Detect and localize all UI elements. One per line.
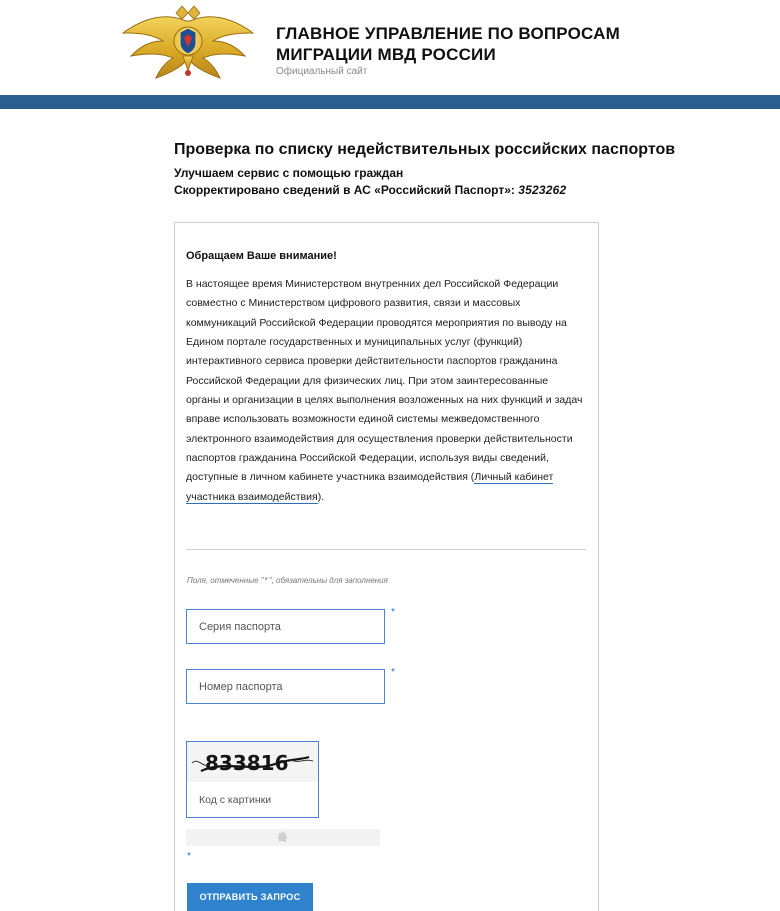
notice-text-before-link: В настоящее время Министерством внутренних дел Российской Федерации совместно с Министерством цифрового развития, связи и массовых коммуникаций Российской Федерации проводятся мероприятия по выводу на Едином портале государственных и муниципальных услуг (функций) интерактивного сервиса проверки действительности паспортов гражданина Российской Федерации для физических лиц. При этом заинтересованные органы и организации в целях выполнения возложенных на них функций и задач вправе использовать возможности единой системы межведомственного электронного взаимодействия для осуществления проверки действительности паспортов гражданина Российской Федерации, используя виды сведений, доступные в личном кабинете участника взаимодействия (: [186, 278, 583, 484]
site-header: [0, 0, 780, 95]
required-fields-note: [187, 576, 388, 585]
submit-request-button[interactable]: ОТПРАВИТЬ ЗАПРОС: [187, 883, 313, 911]
site-subtitle: Официальный сайт: [276, 66, 368, 77]
passport-number-required-mark: *: [391, 667, 395, 678]
page-title: Проверка по списку недействительных российских паспортов: [174, 140, 676, 158]
passport-series-required-mark: *: [391, 607, 395, 618]
corrected-records-line: [174, 183, 566, 197]
site-title-line-2: МИГРАЦИИ МВД РОССИИ: [276, 45, 496, 64]
recaptcha-widget[interactable]: [186, 829, 380, 846]
corrected-records-label: Скорректировано сведений в АС «Российский Паспорт»:: [174, 183, 515, 197]
participant-cabinet-link[interactable]: Личный кабинет участника взаимодействия: [186, 471, 554, 503]
recaptcha-required-mark: *: [187, 851, 191, 862]
captcha-box: [186, 741, 319, 818]
notice-text: [186, 275, 584, 507]
passport-number-input[interactable]: [186, 669, 385, 704]
notice-title: Обращаем Ваше внимание!: [186, 250, 337, 262]
corrected-records-count: 3523262: [518, 183, 567, 197]
header-blue-band: [0, 95, 780, 109]
required-note-mark: *: [264, 576, 268, 585]
passport-series-input[interactable]: [186, 609, 385, 644]
notice-text-after-link: ).: [317, 490, 325, 503]
captcha-image: [187, 742, 318, 782]
required-note-before: Поля, отмеченные ": [187, 576, 264, 585]
service-improvement-text: Улучшаем сервис с помощью граждан: [174, 166, 404, 180]
captcha-code-text: 833816: [205, 751, 289, 775]
site-title-line-1: ГЛАВНОЕ УПРАВЛЕНИЕ ПО ВОПРОСАМ: [276, 24, 620, 43]
puzzle-icon: [276, 831, 289, 844]
double-headed-eagle-icon: [118, 3, 258, 87]
required-note-after: ", обязательны для заполнения: [268, 576, 388, 585]
site-title: [276, 23, 636, 65]
captcha-code-input[interactable]: [187, 782, 318, 817]
section-divider: [186, 549, 586, 550]
